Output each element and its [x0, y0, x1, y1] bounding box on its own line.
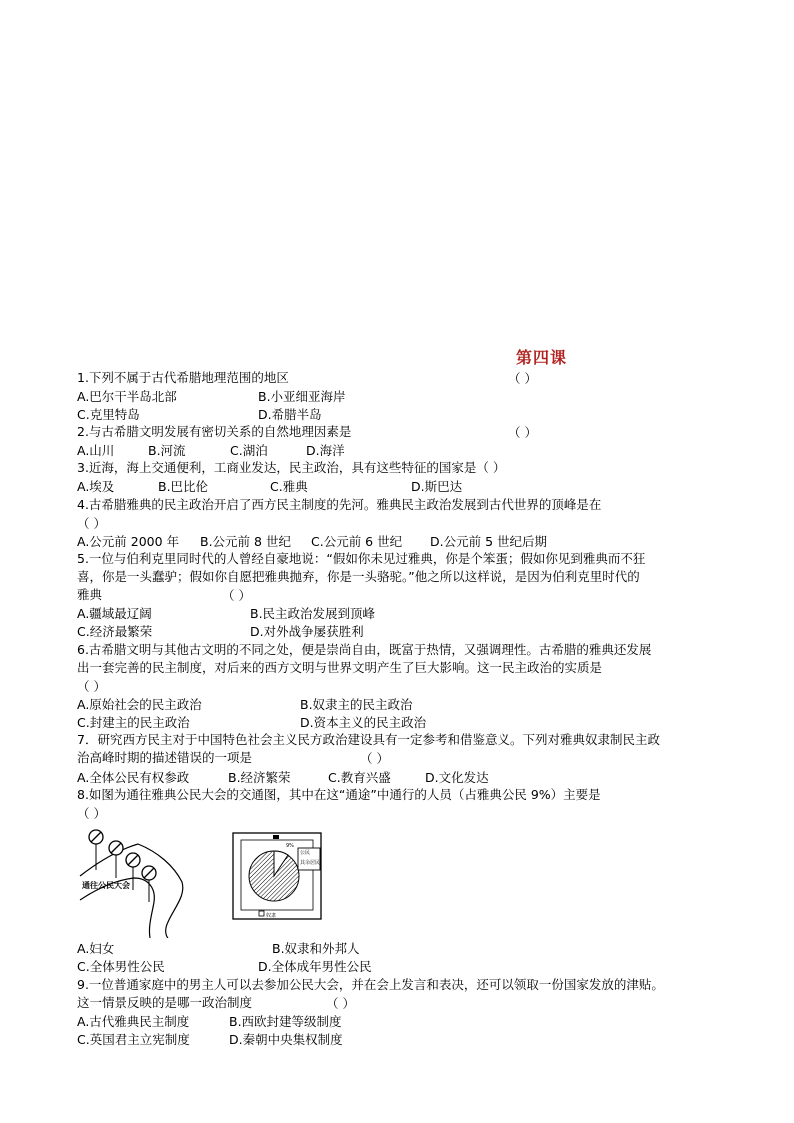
- q9-stem-line1: 9.一位普通家庭中的男主人可以去参加公民大会，并在会上发言和表决，还可以领取一份国家发放的津贴。: [77, 977, 664, 992]
- population-pie-figure: [232, 832, 324, 922]
- q1-option-d: D.希腊半岛: [258, 407, 322, 422]
- q6-answer-paren: （ ）: [77, 679, 106, 694]
- q6-stem-line1: 6.古希腊文明与其他古文明的不同之处，便是崇尚自由，既富于热情，又强调理性。古希腊的雅典还发展: [77, 642, 652, 657]
- q2-answer-paren: （ ）: [508, 425, 537, 440]
- q6-option-b: B.奴隶主的民主政治: [300, 697, 413, 712]
- q4-option-d: D.公元前 5 世纪后期: [430, 534, 547, 549]
- no-entry-sign-icon: [109, 841, 123, 878]
- q7-answer-paren: （ ）: [360, 751, 389, 766]
- q2-option-b: B.河流: [148, 443, 186, 458]
- q4-option-b: B.公元前 8 世纪: [200, 534, 291, 549]
- page-title: 第四课: [516, 348, 568, 367]
- q5-option-a: A.疆域最辽阔: [77, 606, 152, 621]
- pie-value-label: 9%: [286, 843, 294, 849]
- q9-option-b: B.西欧封建等级制度: [229, 1014, 342, 1029]
- q4-stem: 4.古希腊雅典的民主政治开启了西方民主制度的先河。雅典民主政治发展到古代世界的顶峰是在: [77, 497, 602, 512]
- q5-stem-line2: 喜，你是一头蠢驴；假如你自愿把雅典抛弃，你是一头骆驼。”他之所以这样说，是因为伯利克里时代的: [77, 569, 640, 584]
- q5-stem-line1: 5.一位与伯利克里同时代的人曾经自豪地说：“假如你未见过雅典，你是个笨蛋；假如你见到雅典而不狂: [77, 551, 646, 566]
- q5-answer-paren: （ ）: [222, 588, 251, 603]
- road-map-label: 通往公民大会: [82, 881, 130, 890]
- q9-option-a: A.古代雅典民主制度: [77, 1014, 190, 1029]
- q1-answer-paren: （ ）: [508, 371, 537, 386]
- q6-option-a: A.原始社会的民主政治: [77, 697, 202, 712]
- q8-stem: 8.如图为通往雅典公民大会的交通图，其中在这“通途”中通行的人员（占雅典公民 9%）主要是: [77, 787, 601, 802]
- q9-stem-line2: 这一情景反映的是哪一政治制度: [77, 995, 253, 1010]
- q7-option-a: A.全体公民有权参政: [77, 770, 190, 785]
- no-entry-sign-icon: [89, 830, 103, 870]
- q2-stem: 2.与古希腊文明发展有密切关系的自然地理因素是: [77, 424, 352, 439]
- q3-option-c: C.雅典: [270, 479, 308, 494]
- q2-option-d: D.海洋: [306, 443, 345, 458]
- q2-option-c: C.湖泊: [230, 443, 268, 458]
- q8-option-d: D.全体成年男性公民: [258, 959, 372, 974]
- q5-option-d: D.对外战争屡获胜利: [250, 624, 364, 639]
- q4-option-a: A.公元前 2000 年: [77, 534, 180, 549]
- q6-option-c: C.封建主的民主政治: [77, 715, 190, 730]
- q8-option-c: C.全体男性公民: [77, 959, 165, 974]
- q3-stem: 3.近海，海上交通便利，工商业发达，民主政治，具有这些特征的国家是（ ）: [77, 460, 506, 475]
- q9-answer-paren: （ ）: [326, 996, 355, 1011]
- q5-option-b: B.民主政治发展到顶峰: [250, 606, 376, 621]
- q7-option-b: B.经济繁荣: [228, 770, 291, 785]
- q3-option-b: B.巴比伦: [158, 479, 209, 494]
- q3-option-d: D.斯巴达: [411, 479, 463, 494]
- q8-option-b: B.奴隶和外邦人: [272, 941, 360, 956]
- q7-option-d: D.文化发达: [425, 770, 489, 785]
- pie-legend-slaves: 奴隶: [266, 913, 277, 919]
- q1-option-b: B.小亚细亚海岸: [258, 389, 346, 404]
- pie-legend-residents: 其余居民: [300, 860, 321, 866]
- q4-option-c: C.公元前 6 世纪: [311, 534, 403, 549]
- q2-option-a: A.山川: [77, 443, 115, 458]
- q6-stem-line2: 出一套完善的民主制度，对后来的西方文明与世界文明产生了巨大影响。这一民主政治的实质是: [77, 660, 603, 675]
- q3-option-a: A.埃及: [77, 479, 115, 494]
- q5-stem-line3: 雅典: [77, 587, 103, 602]
- q4-answer-paren: （ ）: [77, 516, 106, 531]
- q7-stem-line1: 7．研究西方民主对于中国特色社会主义民方政治建设具有一定参考和借鉴意义。下列对雅典奴隶制民主政: [77, 732, 660, 747]
- q8-answer-paren: （ ）: [77, 806, 106, 821]
- q6-option-d: D.资本主义的民主政治: [300, 715, 427, 730]
- q9-option-d: D.秦朝中央集权制度: [229, 1032, 343, 1047]
- q8-option-a: A.妇女: [77, 941, 115, 956]
- q1-option-c: C.克里特岛: [77, 407, 140, 422]
- q5-option-c: C.经济最繁荣: [77, 624, 153, 639]
- q7-stem-line2: 治高峰时期的描述错误的一项是: [77, 750, 253, 765]
- q7-option-c: C.教育兴盛: [328, 770, 391, 785]
- pie-legend-citizens: 公民: [300, 850, 311, 856]
- q9-option-c: C.英国君主立宪制度: [77, 1032, 190, 1047]
- q1-option-a: A.巴尔干半岛北部: [77, 389, 177, 404]
- q1-stem: 1.下列不属于古代希腊地理范围的地区: [77, 370, 289, 385]
